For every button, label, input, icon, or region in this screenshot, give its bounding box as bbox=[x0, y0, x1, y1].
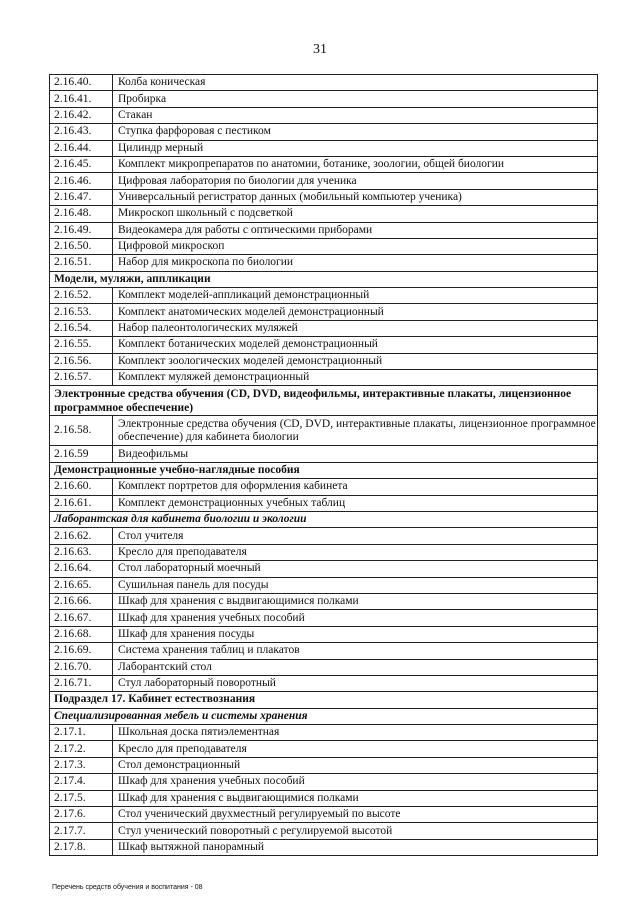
subsection-heading: Специализированная мебель и системы хранения bbox=[50, 708, 598, 724]
item-name: Набор палеонтологических муляжей bbox=[113, 320, 598, 336]
item-name: Шкаф для хранения с выдвигающимися полками bbox=[113, 593, 598, 609]
table-row bbox=[50, 124, 598, 140]
item-name: Стол учителя bbox=[113, 528, 598, 544]
table-row bbox=[50, 774, 598, 790]
section-heading: Демонстрационные учебно-наглядные пособия bbox=[50, 462, 598, 478]
item-code: 2.16.68. bbox=[50, 626, 113, 642]
item-code: 2.16.56. bbox=[50, 353, 113, 369]
item-code: 2.17.8. bbox=[50, 839, 113, 855]
table-row bbox=[50, 790, 598, 806]
table-row bbox=[50, 577, 598, 593]
item-code: 2.16.51. bbox=[50, 255, 113, 271]
item-name: Шкаф для хранения посуды bbox=[113, 626, 598, 642]
item-name: Стол демонстрационный bbox=[113, 757, 598, 773]
footer-text: Перечень средств обучения и воспитания - 08 bbox=[52, 884, 203, 891]
item-name: Цилиндр мерный bbox=[113, 140, 598, 156]
item-code: 2.16.50. bbox=[50, 238, 113, 254]
item-name: Школьная доска пятиэлементная bbox=[113, 725, 598, 741]
item-name: Ступка фарфоровая с пестиком bbox=[113, 124, 598, 140]
item-name: Кресло для преподавателя bbox=[113, 741, 598, 757]
item-name: Цифровая лаборатория по биологии для ученика bbox=[113, 173, 598, 189]
item-code: 2.16.46. bbox=[50, 173, 113, 189]
item-name: Комплект микропрепаратов по анатомии, ботанике, зоологии, общей биологии bbox=[113, 156, 598, 172]
item-name: Комплект анатомических моделей демонстрационный bbox=[113, 304, 598, 320]
item-name: Стол ученический двухместный регулируемый по высоте bbox=[113, 807, 598, 823]
item-name: Колба коническая bbox=[113, 75, 598, 91]
table-row bbox=[50, 593, 598, 609]
table-row bbox=[50, 173, 598, 189]
section-heading: Модели, муляжи, аппликации bbox=[50, 271, 598, 287]
table-row bbox=[50, 757, 598, 773]
item-code: 2.16.43. bbox=[50, 124, 113, 140]
item-name: Электронные средства обучения (CD, DVD, интерактивные плакаты, лицензионное программное обеспечение) для кабинета биологии bbox=[113, 416, 598, 446]
item-code: 2.16.70. bbox=[50, 659, 113, 675]
item-code: 2.16.42. bbox=[50, 107, 113, 123]
item-code: 2.16.55. bbox=[50, 337, 113, 353]
item-name: Видеофильмы bbox=[113, 446, 598, 462]
item-code: 2.16.64. bbox=[50, 561, 113, 577]
table-row bbox=[50, 725, 598, 741]
subsection-heading-row bbox=[50, 708, 598, 724]
item-name: Шкаф вытяжной панорамный bbox=[113, 839, 598, 855]
table-row bbox=[50, 353, 598, 369]
item-name: Микроскоп школьный с подсветкой bbox=[113, 206, 598, 222]
table-row bbox=[50, 479, 598, 495]
item-code: 2.16.52. bbox=[50, 288, 113, 304]
item-code: 2.16.67. bbox=[50, 610, 113, 626]
item-name: Набор для микроскопа по биологии bbox=[113, 255, 598, 271]
item-name: Комплект портретов для оформления кабинета bbox=[113, 479, 598, 495]
table-row bbox=[50, 626, 598, 642]
table-row bbox=[50, 75, 598, 91]
item-code: 2.16.48. bbox=[50, 206, 113, 222]
item-code: 2.16.60. bbox=[50, 479, 113, 495]
section-heading: Подраздел 17. Кабинет естествознания bbox=[50, 692, 598, 708]
table-row bbox=[50, 643, 598, 659]
table-row bbox=[50, 91, 598, 107]
item-name: Комплект демонстрационных учебных таблиц bbox=[113, 495, 598, 511]
table-row bbox=[50, 156, 598, 172]
item-name: Цифровой микроскоп bbox=[113, 238, 598, 254]
table-row bbox=[50, 189, 598, 205]
table-row bbox=[50, 107, 598, 123]
item-name: Шкаф для хранения учебных пособий bbox=[113, 610, 598, 626]
table-row bbox=[50, 823, 598, 839]
item-code: 2.16.69. bbox=[50, 643, 113, 659]
table-row bbox=[50, 337, 598, 353]
item-code: 2.17.1. bbox=[50, 725, 113, 741]
item-name: Лаборантский стол bbox=[113, 659, 598, 675]
item-code: 2.17.7. bbox=[50, 823, 113, 839]
table-row bbox=[50, 304, 598, 320]
item-code: 2.16.62. bbox=[50, 528, 113, 544]
section-heading-row bbox=[50, 462, 598, 478]
table-row bbox=[50, 741, 598, 757]
table-row bbox=[50, 528, 598, 544]
equipment-table bbox=[49, 74, 598, 856]
item-name: Универсальный регистратор данных (мобильный компьютер ученика) bbox=[113, 189, 598, 205]
table-row bbox=[50, 140, 598, 156]
table-row bbox=[50, 446, 598, 462]
item-name: Сушильная панель для посуды bbox=[113, 577, 598, 593]
table-row bbox=[50, 675, 598, 691]
table-row bbox=[50, 839, 598, 855]
table-row bbox=[50, 288, 598, 304]
item-code: 2.16.41. bbox=[50, 91, 113, 107]
item-code: 2.17.4. bbox=[50, 774, 113, 790]
item-code: 2.16.53. bbox=[50, 304, 113, 320]
item-name: Комплект зоологических моделей демонстрационный bbox=[113, 353, 598, 369]
section-heading-row bbox=[50, 271, 598, 287]
item-code: 2.16.63. bbox=[50, 544, 113, 560]
table-row bbox=[50, 206, 598, 222]
item-name: Комплект моделей-аппликаций демонстрационный bbox=[113, 288, 598, 304]
item-name: Шкаф для хранения учебных пособий bbox=[113, 774, 598, 790]
item-code: 2.17.2. bbox=[50, 741, 113, 757]
table-row bbox=[50, 370, 598, 386]
item-code: 2.17.5. bbox=[50, 790, 113, 806]
item-name: Пробирка bbox=[113, 91, 598, 107]
item-code: 2.16.44. bbox=[50, 140, 113, 156]
item-name: Система хранения таблиц и плакатов bbox=[113, 643, 598, 659]
item-name: Шкаф для хранения с выдвигающимися полками bbox=[113, 790, 598, 806]
item-name: Стул лабораторный поворотный bbox=[113, 675, 598, 691]
item-code: 2.16.49. bbox=[50, 222, 113, 238]
subsection-heading: Лаборантская для кабинета биологии и экологии bbox=[50, 511, 598, 527]
item-name: Комплект муляжей демонстрационный bbox=[113, 370, 598, 386]
item-name: Стул ученический поворотный с регулируемой высотой bbox=[113, 823, 598, 839]
item-name: Стол лабораторный моечный bbox=[113, 561, 598, 577]
page-number: 31 bbox=[313, 42, 327, 57]
item-name: Стакан bbox=[113, 107, 598, 123]
item-name: Комплект ботанических моделей демонстрационный bbox=[113, 337, 598, 353]
equipment-table-body bbox=[50, 75, 598, 856]
table-row bbox=[50, 222, 598, 238]
table-row bbox=[50, 416, 598, 446]
subsection-heading-row bbox=[50, 511, 598, 527]
item-code: 2.17.6. bbox=[50, 807, 113, 823]
item-code: 2.16.40. bbox=[50, 75, 113, 91]
item-code: 2.16.58. bbox=[50, 416, 113, 446]
item-code: 2.16.61. bbox=[50, 495, 113, 511]
table-row bbox=[50, 610, 598, 626]
item-code: 2.16.71. bbox=[50, 675, 113, 691]
table-row bbox=[50, 659, 598, 675]
item-code: 2.17.3. bbox=[50, 757, 113, 773]
item-code: 2.16.57. bbox=[50, 370, 113, 386]
item-code: 2.16.65. bbox=[50, 577, 113, 593]
table-row bbox=[50, 255, 598, 271]
table-row bbox=[50, 495, 598, 511]
item-name: Кресло для преподавателя bbox=[113, 544, 598, 560]
item-code: 2.16.59 bbox=[50, 446, 113, 462]
item-code: 2.16.45. bbox=[50, 156, 113, 172]
section-heading-row bbox=[50, 386, 598, 416]
item-name: Видеокамера для работы с оптическими приборами bbox=[113, 222, 598, 238]
table-row bbox=[50, 238, 598, 254]
section-heading-row bbox=[50, 692, 598, 708]
item-code: 2.16.54. bbox=[50, 320, 113, 336]
item-code: 2.16.47. bbox=[50, 189, 113, 205]
table-row bbox=[50, 544, 598, 560]
table-row bbox=[50, 561, 598, 577]
table-row bbox=[50, 807, 598, 823]
table-row bbox=[50, 320, 598, 336]
item-code: 2.16.66. bbox=[50, 593, 113, 609]
section-heading: Электронные средства обучения (CD, DVD, видеофильмы, интерактивные плакаты, лицензионное программное обеспечение) bbox=[50, 386, 598, 416]
